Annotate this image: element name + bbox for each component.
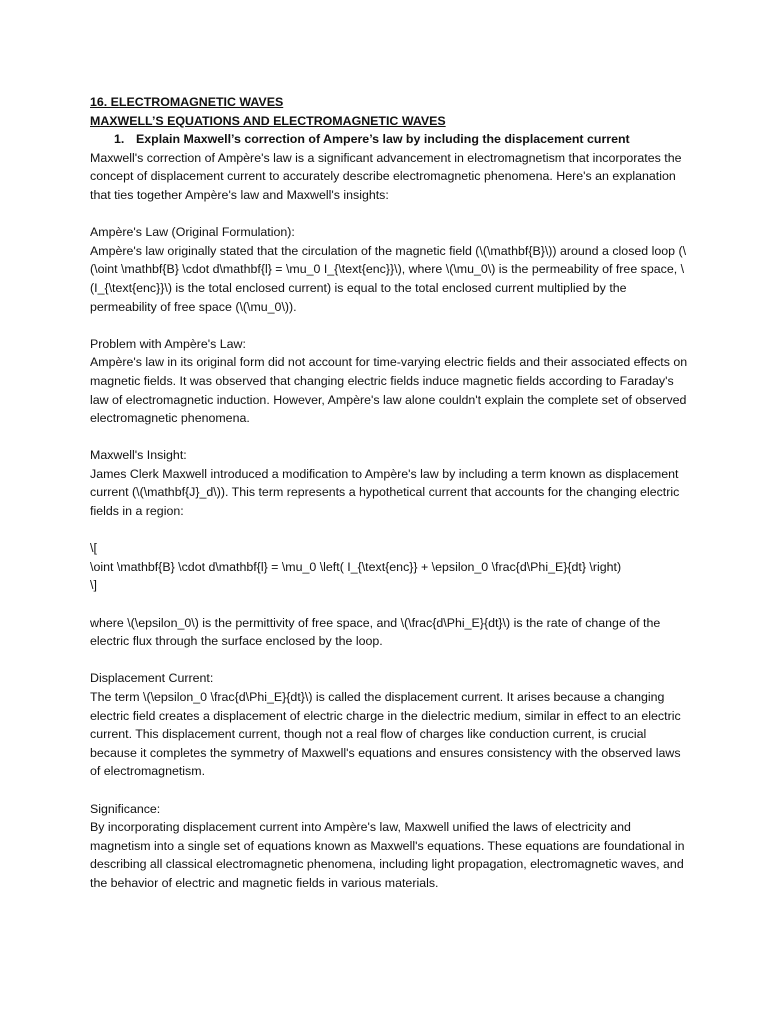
equation-expression: \oint \mathbf{B} \cdot d\mathbf{l} = \mu_0 \left( I_{\text{enc}} + \epsilon_0 \frac{d\Phi_E}{dt} \right) bbox=[90, 559, 622, 574]
question-text: Explain Maxwell’s correction of Ampere’s law by including the displacement current bbox=[136, 132, 630, 147]
section-title-displacement-current: Displacement Current: bbox=[90, 671, 214, 686]
section-body-significance: By incorporating displacement current into Ampère's law, Maxwell unified the laws of electricity and magnetism into a single set of equations known as Maxwell's equations. These equations are foundational in describing all classical electromagnetic phenomena, including light propagation, electromagnetic waves, and the behavior of electric and magnetic fields in various materials. bbox=[90, 820, 685, 890]
spacer bbox=[90, 205, 690, 224]
chapter-heading: 16. ELECTROMAGNETIC WAVES bbox=[90, 95, 284, 109]
section-body-displacement-current: The term \(\epsilon_0 \frac{d\Phi_E}{dt}\) is called the displacement current. It arises because a changing electric field creates a displacement of electric charge in the dielectric medium, similar in effect to an electric current. This displacement current, though not a real flow of charges like conduction current, is crucial because it completes the symmetry of Maxwell's equations and ensures consistency with the observed laws of electromagnetism. bbox=[90, 690, 681, 779]
question-number: 1. bbox=[114, 132, 125, 147]
intro-paragraph: Maxwell's correction of Ampère's law is a significant advancement in electromagnetism that incorporates the concept of displacement current to accurately describe electromagnetic phenomena. Here's an explanation that ties together Ampère's law and Maxwell's insights: bbox=[90, 150, 682, 202]
section-title-problem: Problem with Ampère's Law: bbox=[90, 336, 246, 351]
spacer bbox=[90, 316, 690, 335]
section-heading: MAXWELL’S EQUATIONS AND ELECTROMAGNETIC WAVES bbox=[90, 113, 446, 128]
section-body-maxwell-insight: James Clerk Maxwell introduced a modification to Ampère's law by including a term known as displacement current (\(\mathbf{J}_d\)). This term represents a hypothetical current that accounts for the changing electric fields in a region: bbox=[90, 466, 680, 519]
document-content bbox=[90, 93, 690, 893]
section-title-amperes-law: Ampère's Law (Original Formulation): bbox=[90, 225, 295, 240]
spacer bbox=[90, 428, 690, 447]
spacer bbox=[90, 781, 690, 800]
spacer bbox=[90, 595, 690, 614]
equation-close: \] bbox=[90, 578, 97, 593]
section-title-maxwell-insight: Maxwell's Insight: bbox=[90, 448, 187, 463]
spacer bbox=[90, 651, 690, 670]
equation-open: \[ bbox=[90, 541, 97, 556]
section-body-amperes-law: Ampère's law originally stated that the circulation of the magnetic field (\(\mathbf{B}\)) around a closed loop (\(\oint \mathbf{B} \cdot d\mathbf{l} = \mu_0 I_{\text{enc}}\), where \(\mu_0\) is the permeability of free space, \(I_{\text{enc}}\) is the total enclosed current) is equal to the total enclosed current multiplied by the permeability of free space (\(\mu_0\)). bbox=[90, 243, 687, 314]
spacer bbox=[90, 521, 690, 540]
where-paragraph: where \(\epsilon_0\) is the permittivity of free space, and \(\frac{d\Phi_E}{dt}\) is the rate of change of the electric flux through the surface enclosed by the loop. bbox=[90, 615, 661, 649]
section-title-significance: Significance: bbox=[90, 801, 161, 816]
question-1 bbox=[114, 130, 690, 149]
section-body-problem: Ampère's law in its original form did not account for time-varying electric fields and their associated effects on magnetic fields. It was observed that changing electric fields induce magnetic fields according to Faraday's law of electromagnetic induction. However, Ampère's law alone couldn't explain the complete set of observed electromagnetic phenomena. bbox=[90, 355, 688, 426]
